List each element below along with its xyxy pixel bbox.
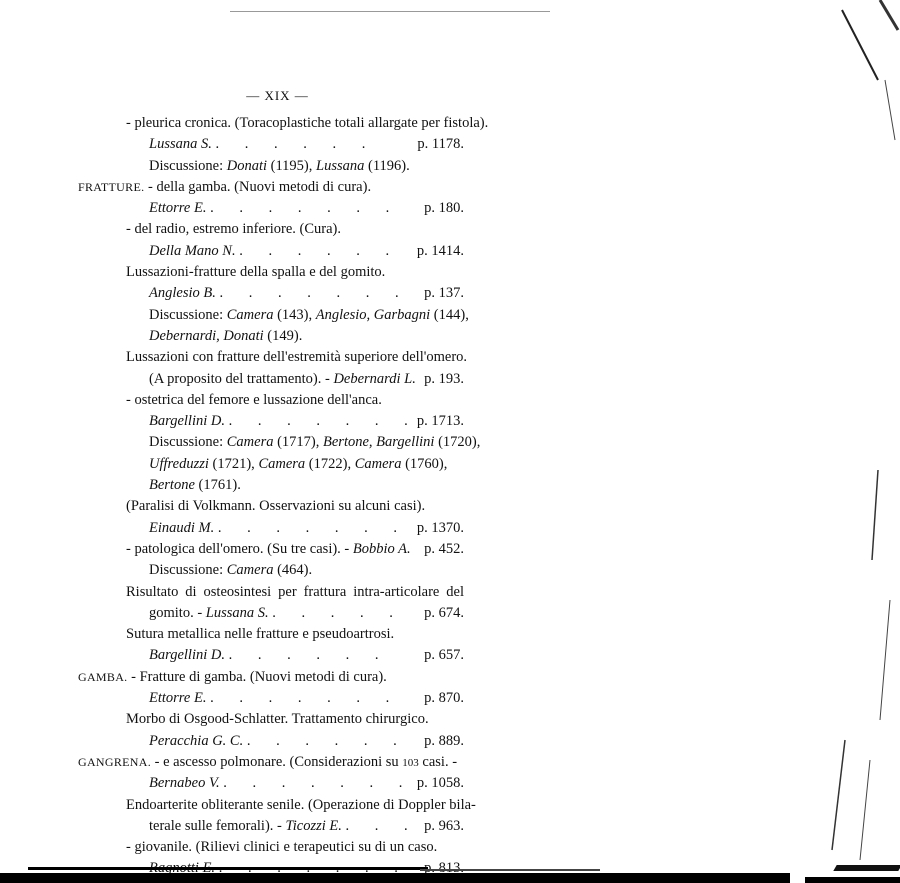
case-count: 103 [402,756,419,769]
leader-dots: . . . . . . [246,732,408,749]
index-line [78,411,464,432]
entry-text: - del radio, estremo inferiore. (Cura). [126,221,341,238]
index-line [78,475,464,496]
page-number: (144), [430,306,469,323]
index-line [78,283,464,304]
index-line [78,262,464,283]
discussant: Camera [258,455,306,472]
scan-edge-line [28,867,428,870]
page-number: (149). [263,327,303,344]
page-number: (1195), [267,157,317,174]
page-ref: p. 452. [424,540,464,557]
scan-edge-line [880,600,890,720]
scan-edge-line [833,865,900,871]
entry-author: Bargellini D. [149,413,225,430]
index-line [78,347,468,368]
entry-author: Ettorre E. [149,690,207,707]
entry-text: Endoarterite obliterante senile. (Operazione di Doppler bila- [126,796,476,813]
leader-dots: . . . . . . . [210,690,401,707]
entry-text: - pleurica cronica. (Toracoplastiche totali allargate per fistola). [126,115,489,131]
index-line [78,816,464,837]
leader-dots: . . . . . . [215,136,377,153]
index-line [78,582,464,603]
entry-text: (A proposito del trattamento). - [149,370,334,387]
page-ref: p. 1178. [417,136,464,153]
discussant: Lussana [316,157,365,174]
index-line [78,709,464,730]
index-line [78,496,464,517]
entry-text: Risultato di osteosintesi per frattura intra-articolare del [126,583,464,600]
page-number: (1722), [305,455,355,472]
discussant: Bertone [149,477,195,494]
index-line [78,134,464,155]
entry-author: Lussana S. [205,604,269,621]
entry-author: Della Mano N. [149,242,236,259]
index-line [78,432,481,453]
entry-author: Einaudi M. [149,519,215,536]
index-line [78,795,476,816]
index-line [78,731,464,752]
page-ref: p. 137. [424,285,464,302]
entry-text: (Paralisi di Volkmann. Osservazioni su alcuni casi). [126,498,426,515]
page-ref: p. 1414. [416,242,464,259]
index-line [78,518,464,539]
entry-author: Anglesio B. [149,285,216,302]
entry-author: Bargellini D. [149,647,225,664]
entry-text: - patologica dell'omero. (Su tre casi). - [126,540,353,557]
scan-edge-line [880,0,898,30]
leader-dots: . . . [345,817,419,834]
index-line [78,454,464,475]
index-line [78,326,464,347]
index-line [78,390,464,411]
index-line [78,603,464,624]
discussion-label: Discussione: [149,157,227,174]
scan-edge-line [0,873,790,883]
leader-dots: . . . . . . . [223,775,414,792]
entry-text: terale sulle femorali). - [149,817,286,834]
entry-author: Ticozzi E. [285,817,342,834]
scan-edge-line [420,869,600,871]
index-line [78,624,464,645]
scan-bottom-edge [0,855,900,883]
index-line [78,560,464,581]
index-line [78,241,464,262]
discussant: Camera [226,562,274,579]
page-number: (1761). [194,477,241,494]
scan-edge-line [805,877,900,883]
page-number: (464). [273,562,313,579]
discussant: Camera [226,306,274,323]
discussant: Debernardi, Donati [149,327,264,344]
discussion-label: Discussione: [149,306,227,323]
entry-author: Ettorre E. [149,200,207,217]
entry-author: Peracchia G. C. [149,732,244,749]
scan-edge-line [230,11,550,12]
page-number: (143), [273,306,316,323]
scan-edge-line [860,760,870,860]
discussant: Bertone, Bargellini [323,434,435,451]
index-heading: GANGRENA. [78,754,152,769]
page-ref: p. 193. [424,370,464,387]
entry-text: - ostetrica del femore e lussazione dell'anca. [126,391,382,408]
scan-edge-line [885,80,895,140]
page-number: (1720), [434,434,481,451]
entry-author: Bobbio A. [352,540,411,557]
page-ref: p. 963. [424,817,464,834]
index-list [78,113,489,880]
entry-text: - giovanile. (Rilievi clinici e terapeutici su di un caso. [126,839,438,856]
leader-dots: . . . . . . . [219,285,410,302]
index-line [78,539,464,560]
index-line [78,645,464,666]
page-number: (1721), [208,455,259,472]
index-line [78,113,489,134]
entry-text: - Fratture di gamba. (Nuovi metodi di cura). [127,668,387,685]
entry-text: casi. - [418,753,458,770]
index-line [78,667,464,688]
leader-dots: . . . . . . . [217,519,408,536]
scan-edge-line [872,470,878,560]
leader-dots: . . . . . . [239,242,401,259]
leader-dots: . . . . . . . [210,200,401,217]
entry-author: Lussana S. [149,136,212,153]
page-ref: p. 674. [424,604,464,621]
index-line [78,773,464,794]
entry-text: Morbo di Osgood-Schlatter. Trattamento chirurgico. [126,711,429,728]
entry-author: Bernabeo V. [149,775,220,792]
discussion-label: Discussione: [149,434,227,451]
index-line [78,177,464,198]
entry-text: Sutura metallica nelle fratture e pseudoartrosi. [126,626,395,643]
page-ref: p. 657. [424,647,464,664]
index-line [78,305,469,326]
leader-dots: . . . . . . . [228,413,419,430]
discussant: Uffreduzzi [149,455,209,472]
leader-dots: . . . . . . [228,647,390,664]
page-ref: p. 1713. [416,413,464,430]
index-line [78,752,464,773]
page-ref: p. 889. [424,732,464,749]
index-line [78,688,464,709]
scan-edge-line [842,10,878,80]
page-ref: p. 870. [424,690,464,707]
discussant: Camera [226,434,274,451]
page-ref: p. 1058. [416,775,464,792]
page-number: (1760), [401,455,448,472]
entry-text: - della gamba. (Nuovi metodi di cura). [144,178,372,195]
index-line [78,198,464,219]
index-heading: GAMBA. [78,669,128,684]
discussant: Camera [354,455,402,472]
scan-edge-line [832,740,845,850]
entry-author: Debernardi L. [333,370,416,387]
page-ref: p. 180. [424,200,464,217]
page-number: (1196). [364,157,410,174]
entry-text: gomito. - [149,604,206,621]
leader-dots: . . . . . [272,604,404,621]
entry-text: Lussazioni con fratture dell'estremità superiore dell'omero. [126,349,468,366]
index-line [78,219,464,240]
entry-text: - e ascesso polmonare. (Considerazioni su [151,753,403,770]
index-line [78,156,464,177]
entry-text: Lussazioni-fratture della spalla e del gomito. [126,264,386,281]
discussion-label: Discussione: [149,562,227,579]
page-number: (1717), [273,434,324,451]
discussant: Donati [226,157,268,174]
index-heading: FRATTURE. [78,179,145,194]
index-line [78,369,464,390]
page-ref: p. 1370. [416,519,464,536]
discussant: Anglesio, Garbagni [315,306,431,323]
page-folio: — XIX — [246,88,309,103]
